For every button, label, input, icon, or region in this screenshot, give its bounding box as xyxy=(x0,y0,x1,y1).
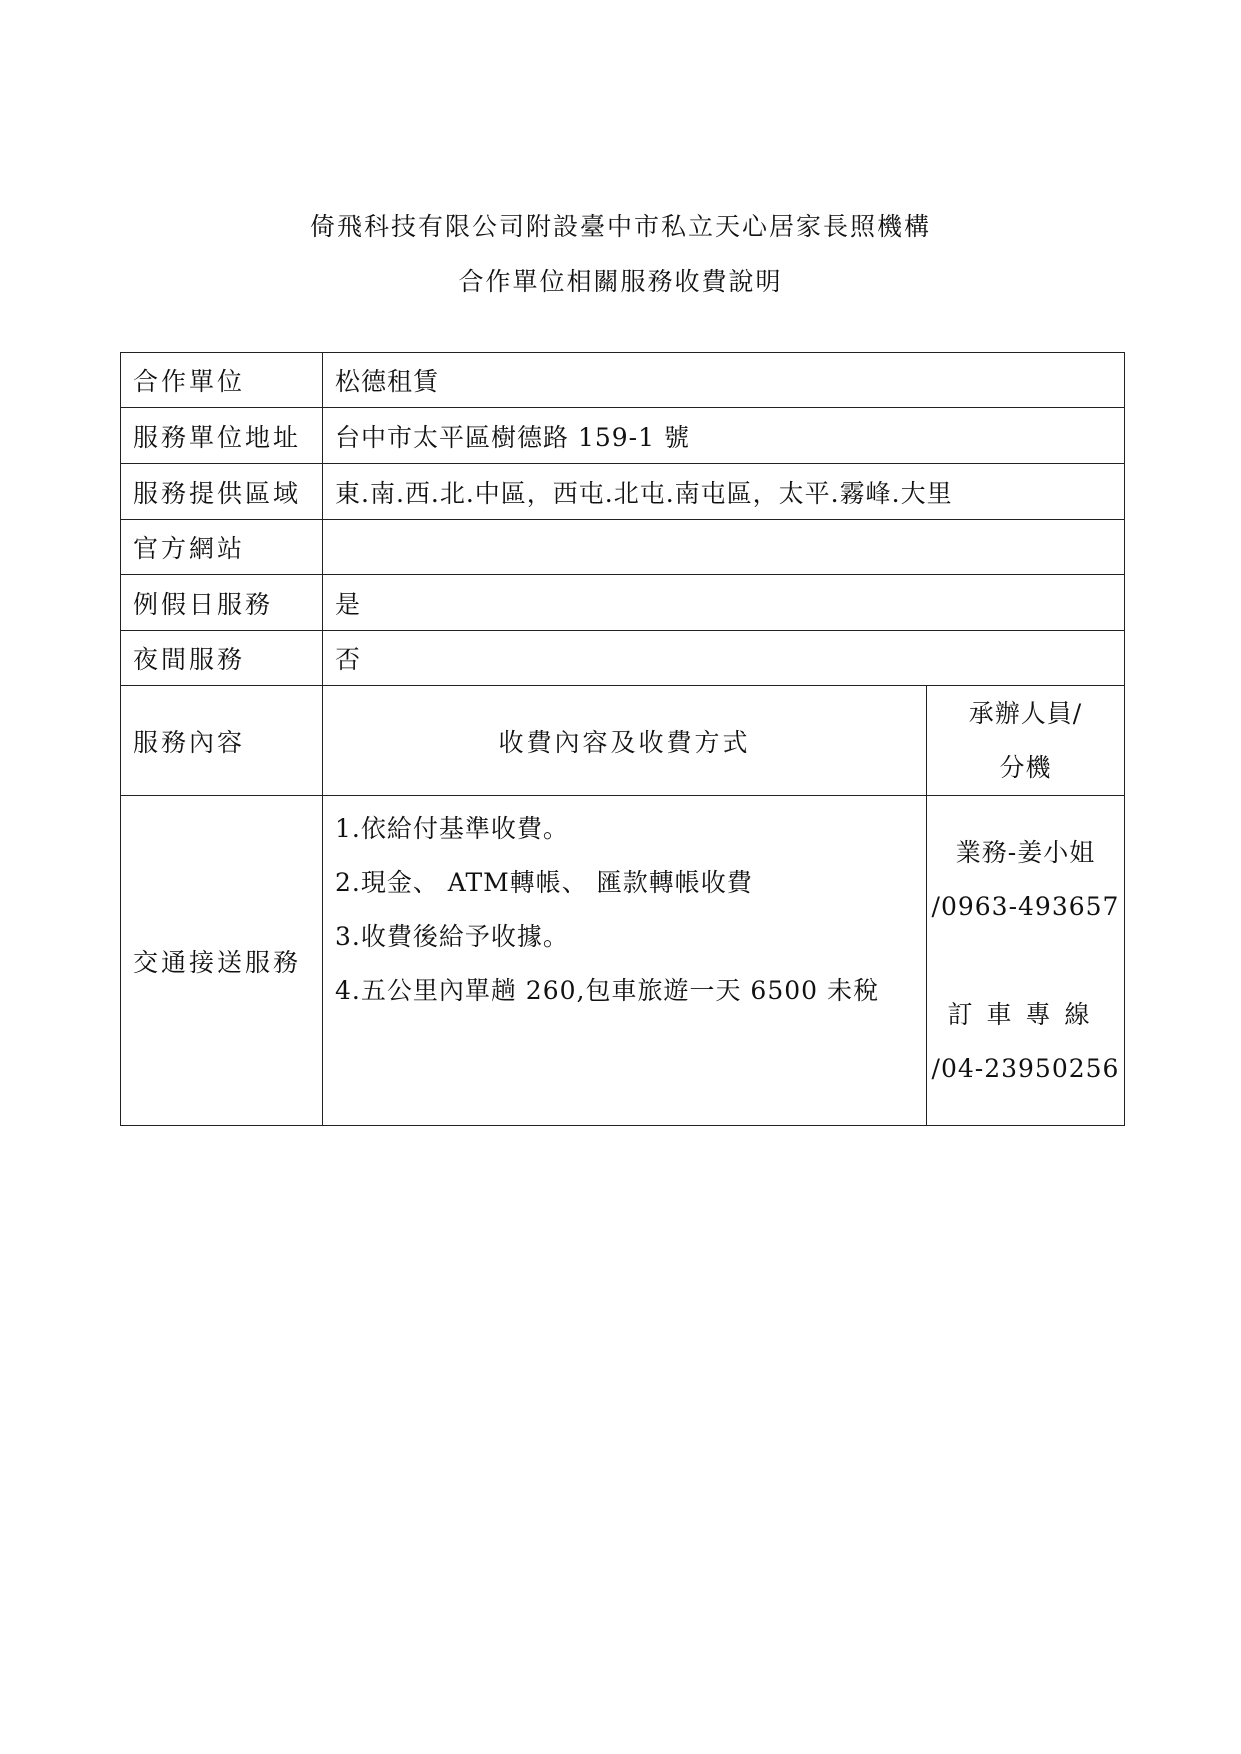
row-label-service-area: 服務提供區域 xyxy=(121,464,323,520)
row-label-night-service: 夜間服務 xyxy=(121,631,323,686)
row-value-partner: 松德租賃 xyxy=(323,353,1125,408)
row-value-holiday-service: 是 xyxy=(323,575,1125,631)
fee-item: 1.依給付基準收費。 xyxy=(335,814,569,843)
contact-booking: 訂車專線 xyxy=(947,1000,1104,1029)
row-label-address: 服務單位地址 xyxy=(121,408,323,464)
contact-sales-phone: /0963-493657 xyxy=(931,892,1120,921)
header-contact-line1: 承辦人員/ xyxy=(968,698,1083,728)
contact-info xyxy=(927,796,1125,1126)
table-row xyxy=(121,575,1125,631)
table-row xyxy=(121,631,1125,686)
table-header-row xyxy=(121,686,1125,796)
service-name: 交通接送服務 xyxy=(121,796,323,1126)
row-label-website: 官方網站 xyxy=(121,520,323,575)
fee-item: 3.收費後給予收據。 xyxy=(335,922,569,951)
header-contact-line2: 分機 xyxy=(999,752,1052,782)
row-value-night-service: 否 xyxy=(323,631,1125,686)
fee-item: 4.五公里內單趟 260,包車旅遊一天 6500 未稅 xyxy=(335,976,879,1005)
header-service-content: 服務內容 xyxy=(121,686,323,796)
table-row xyxy=(121,408,1125,464)
row-label-holiday-service: 例假日服務 xyxy=(121,575,323,631)
table-row xyxy=(121,520,1125,575)
document-subtitle: 合作單位相關服務收費說明 xyxy=(458,267,783,296)
fee-items xyxy=(323,796,927,1126)
row-value-website xyxy=(323,520,1125,575)
contact-spacer xyxy=(927,934,1124,988)
contact-sales: 業務-姜小姐 xyxy=(955,838,1096,867)
contact-booking-phone: /04-23950256 xyxy=(931,1054,1120,1083)
row-label-partner: 合作單位 xyxy=(121,353,323,408)
table-row xyxy=(121,796,1125,1126)
fee-item: 2.現金、 ATM轉帳、 匯款轉帳收費 xyxy=(335,868,753,897)
service-info-table xyxy=(120,352,1125,1126)
table-row xyxy=(121,353,1125,408)
table-row xyxy=(121,464,1125,520)
header-contact xyxy=(927,686,1125,796)
row-value-service-area: 東.南.西.北.中區，西屯.北屯.南屯區，太平.霧峰.大里 xyxy=(323,464,1125,520)
header-fees: 收費內容及收費方式 xyxy=(323,686,927,796)
row-value-address: 台中市太平區樹德路 159-1 號 xyxy=(323,408,1125,464)
document-title: 倚飛科技有限公司附設臺中市私立天心居家長照機構 xyxy=(309,212,931,241)
